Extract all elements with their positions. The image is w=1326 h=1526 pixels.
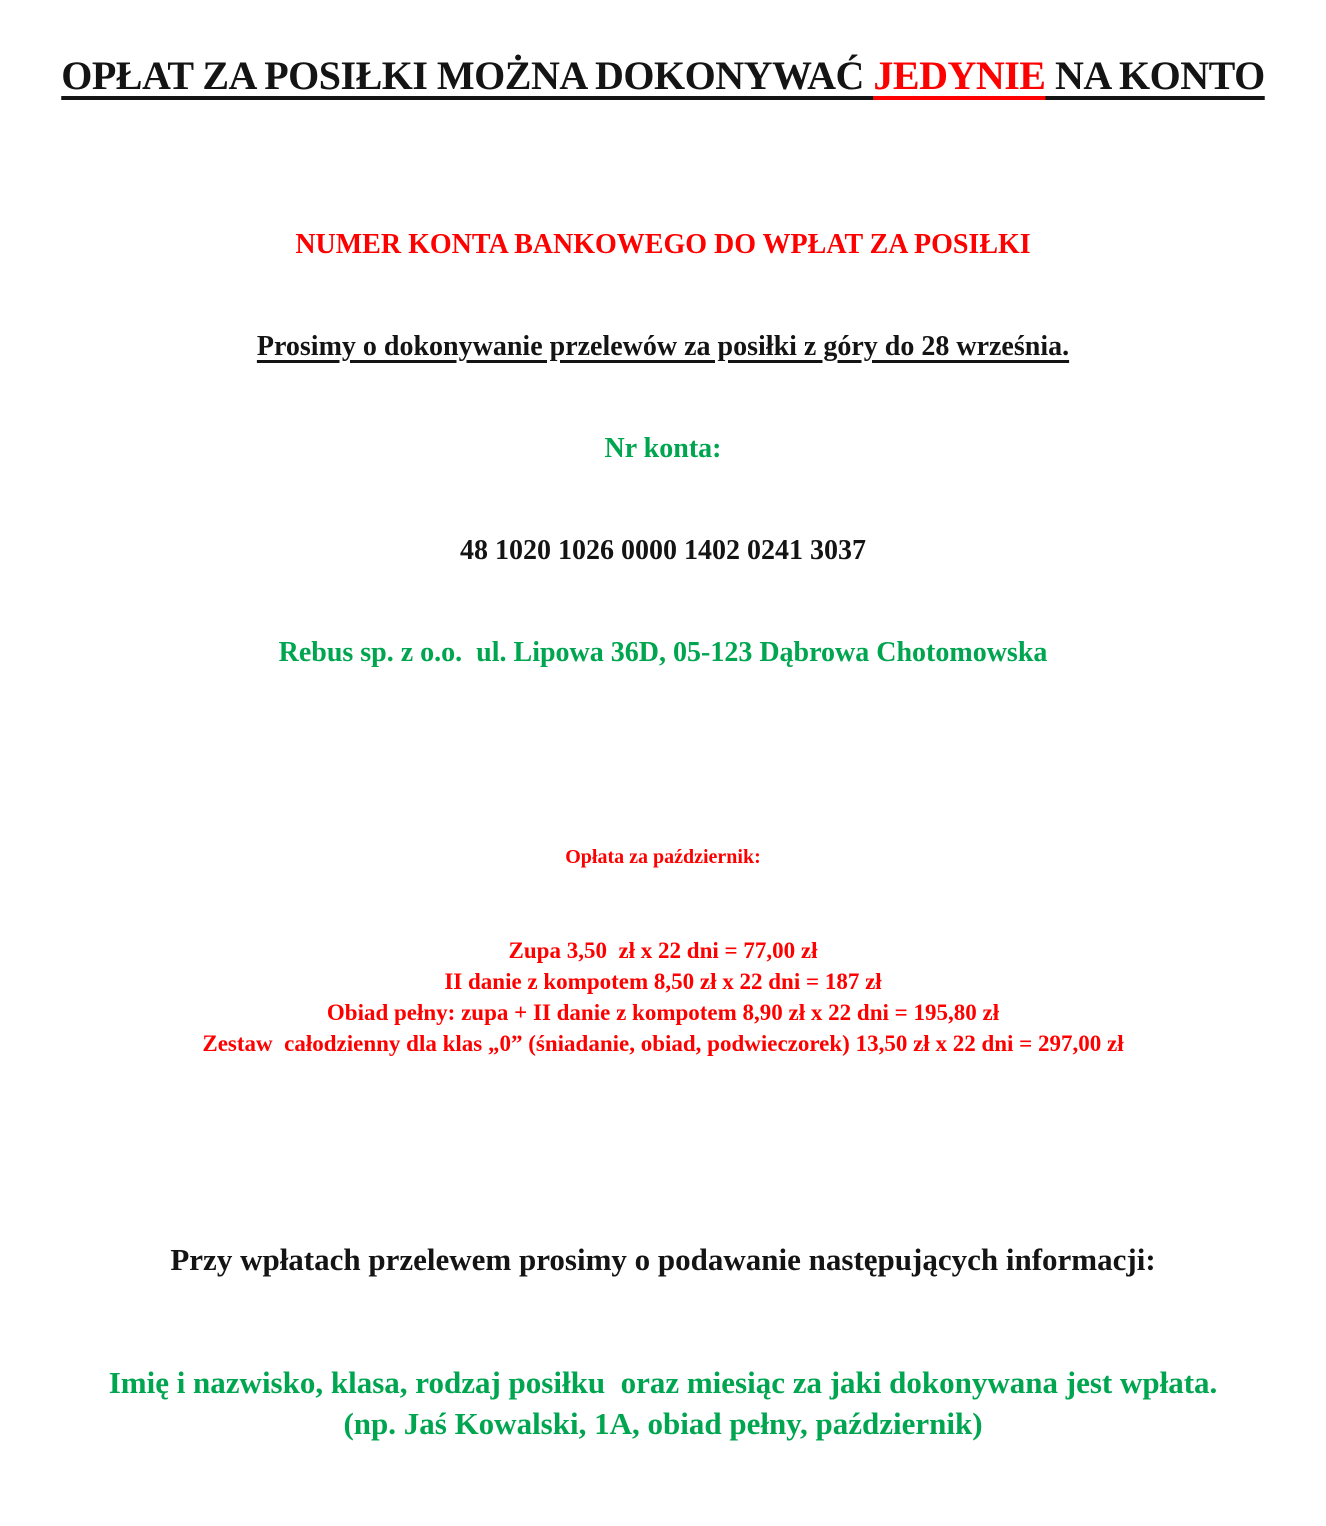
pricing-heading: Opłata za październik:: [565, 845, 761, 868]
company-address: Rebus sp. z o.o. ul. Lipowa 36D, 05-123 Dąbrowa Chotomowska: [278, 636, 1048, 668]
bank-account-section: [0, 160, 1326, 738]
price-line: Zupa 3,50 zł x 22 dni = 77,00 zł: [508, 937, 818, 963]
page-title: [0, 27, 1326, 98]
price-line: Zestaw całodzienny dla klas „0” (śniadanie, obiad, podwieczorek) 13,50 zł x 22 dni = 297,00 zł: [202, 1030, 1124, 1056]
pricing-list: [0, 935, 1326, 1059]
account-section-heading: NUMER KONTA BANKOWEGO DO WPŁAT ZA POSIŁKI: [295, 228, 1031, 260]
account-number-label: Nr konta:: [604, 432, 722, 464]
price-line: Obiad pełny: zupa + II danie z kompotem 8,90 zł x 22 dni = 195,80 zł: [326, 999, 1000, 1025]
notice-document: [0, 27, 1326, 1441]
transfer-info-section: [0, 1157, 1326, 1526]
title-prefix: OPŁAT ZA POSIŁKI MOŻNA DOKONYWAĆ: [61, 52, 874, 98]
transfer-info-details: Imię i nazwisko, klasa, rodzaj posiłku oraz miesiąc za jaki dokonywana jest wpłata. (np. Jaś Kowalski, 1A, obiad pełny, październik): [108, 1364, 1226, 1441]
price-line: II danie z kompotem 8,50 zł x 22 dni = 187 zł: [444, 968, 882, 994]
pricing-section: [0, 780, 1326, 1121]
title-suffix: NA KONTO: [1045, 52, 1265, 98]
title-highlight: JEDYNIE: [873, 52, 1046, 98]
transfer-info-heading: Przy wpłatach przelewem prosimy o podawanie następujących informacji:: [170, 1241, 1156, 1277]
payment-deadline-note: Prosimy o dokonywanie przelewów za posiłki z góry do 28 września.: [256, 330, 1070, 362]
account-number: 48 1020 1026 0000 1402 0241 3037: [460, 534, 866, 566]
